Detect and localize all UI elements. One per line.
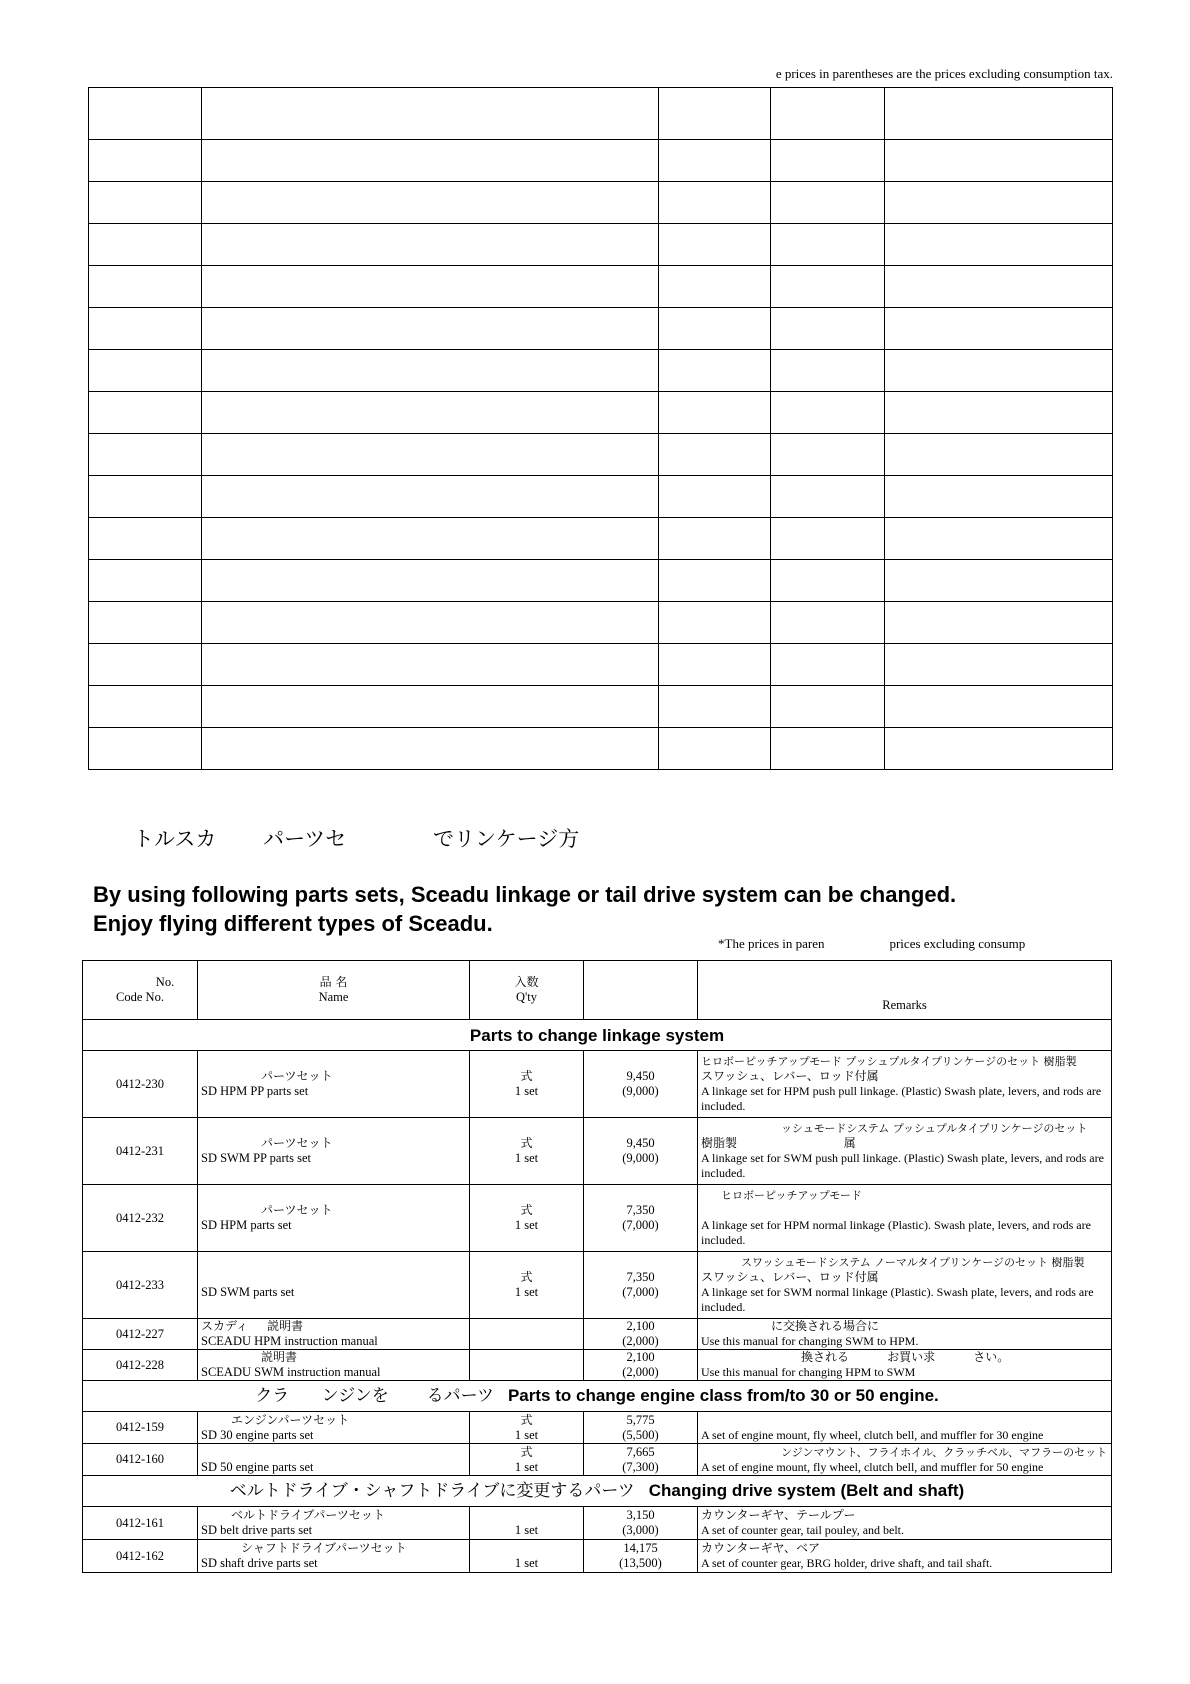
price-note: *The prices in paren prices excluding consump <box>718 936 1026 951</box>
intro-en-line1: By using following parts sets, Sceadu linkage or tail drive system can be changed. <box>93 882 957 907</box>
blank-table <box>88 87 1113 770</box>
intro-en-heading <box>93 880 956 938</box>
section-title: クラ ンジンを るパーツ Parts to change engine class from/to 30 or 50 engine. <box>83 1381 1112 1412</box>
header-price <box>584 961 698 1020</box>
table-row: 0412-230 パーツセット SD HPM PP parts set 式 1 set 9,450 (9,000) ヒロボーピッチアップモード プッシュプルタイプリンケージのセット 樹脂製 スワッシュ、レバー、ロッド付属 A linkage set for HPM push pull linkage. (Plastic) Swash plate, levers, and rods are included. <box>83 1051 1112 1118</box>
table-row: 0412-232 パーツセット SD HPM parts set 式 1 set 7,350 (7,000) ヒロボーピッチアップモード A linkage set for HPM normal linkage (Plastic). Swash plate, levers, and rods are included. <box>83 1185 1112 1252</box>
table-row: 0412-162 シャフトドライブパーツセット SD shaft drive parts set 1 set 14,175 (13,500) カウンターギヤ、ベア A set of counter gear, BRG holder, drive shaft, and tail shaft. <box>83 1540 1112 1573</box>
table-row: 0412-228 説明書 SCEADU SWM instruction manual 2,100 (2,000) 換される お買い求 さい。 Use this manual for changing HPM to SWM <box>83 1350 1112 1381</box>
section-row <box>83 1020 1112 1051</box>
table-row: 0412-160 SD 50 engine parts set 式 1 set 7,665 (7,300) ンジンマウント、フライホイル、クラッチベル、マフラーのセット A set of engine mount, fly wheel, clutch bell, and muffler for 50 engine <box>83 1444 1112 1476</box>
table-row: 0412-227 スカディ 説明書 SCEADU HPM instruction manual 2,100 (2,000) に交換される場合に Use this manual for changing SWM to HPM. <box>83 1319 1112 1350</box>
parts-table <box>82 960 1112 1573</box>
header-remarks: Remarks <box>698 961 1112 1020</box>
section-row <box>83 1381 1112 1412</box>
header-qty: 入数 Q'ty <box>470 961 584 1020</box>
header-name: 品 名 Name <box>198 961 470 1020</box>
table-row: 0412-159 エンジンパーツセット SD 30 engine parts set 式 1 set 5,775 (5,500) A set of engine mount, fly wheel, clutch bell, and muffler for 30 engine <box>83 1412 1112 1444</box>
table-header-row <box>83 961 1112 1020</box>
intro-jp-heading: トルスカ パーツセ でリンケージ方 <box>133 827 580 851</box>
table-row: 0412-161 ベルトドライブパーツセット SD belt drive parts set 1 set 3,150 (3,000) カウンターギヤ、テールプー A set of counter gear, tail pouley, and belt. <box>83 1507 1112 1540</box>
table-row: 0412-233 SD SWM parts set 式 1 set 7,350 (7,000) スワッシュモードシステム ノーマルタイプリンケージのセット 樹脂製 スワッシュ、レバー、ロッド付属 A linkage set for SWM normal linkage (Plastic). Swash plate, levers, and rods are included. <box>83 1252 1112 1319</box>
table-row: 0412-231 パーツセット SD SWM PP parts set 式 1 set 9,450 (9,000) ッシュモードシステム プッシュプルタイプリンケージのセット 樹脂製 属 A linkage set for SWM push pull linkage. (Plastic) Swash plate, levers, and rods are included. <box>83 1118 1112 1185</box>
section-row <box>83 1476 1112 1507</box>
header-no: No. Code No. <box>83 961 198 1020</box>
section-title: Parts to change linkage system <box>83 1020 1112 1051</box>
section-title: ベルトドライブ・シャフトドライブに変更するパーツ Changing drive system (Belt and shaft) <box>83 1476 1112 1507</box>
intro-en-line2: Enjoy flying different types of Sceadu. <box>93 911 493 936</box>
top-price-note: e prices in parentheses are the prices excluding consumption tax. <box>775 66 1113 81</box>
